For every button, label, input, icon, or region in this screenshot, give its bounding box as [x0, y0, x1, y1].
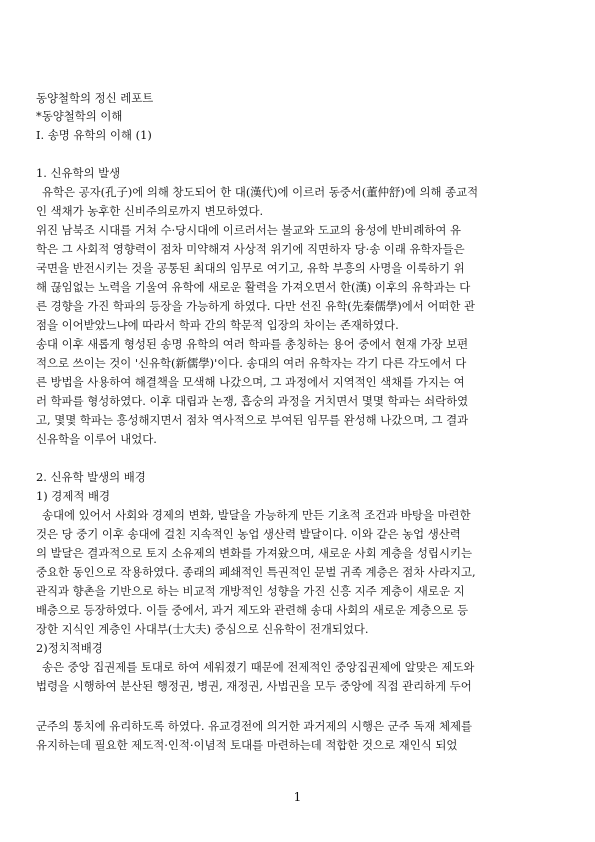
paragraph-line: 송대에 있어서 사회와 경제의 변화, 발달을 가능하게 만든 기초적 조건과 바탕을 마련한 — [42, 508, 471, 522]
document-title: *동양철학의 이해 — [36, 109, 123, 123]
paragraph-line: 장한 지식인 계층인 사대부(士大夫) 중심으로 신유학이 전개되었다. — [36, 622, 369, 636]
paragraph-line: 것은 당 중기 이후 송대에 걸친 지속적인 농업 생산력 발달이다. 이와 같은 농업 생산력 — [36, 527, 461, 541]
paragraph-line: 위진 남북조 시대를 거쳐 수·당시대에 이르러서는 불교와 도교의 융성에 반비례하여 유 — [36, 223, 461, 237]
paragraph-line: 군주의 통치에 유리하도록 하였다. 유교경전에 의거한 과거제의 시행은 군주 독재 체제를 — [36, 719, 472, 733]
subsection-heading: 1) 경제적 배경 — [36, 489, 110, 503]
page-number: 1 — [293, 790, 302, 804]
paragraph-line: 국면을 반전시키는 것을 공통된 최대의 임무로 여기고, 유학 부흥의 사명을 이룩하기 위 — [36, 261, 465, 275]
paragraph-line: 해 끊임없는 노력을 기울여 유학에 새로운 활력을 가져오면서 한(漢) 이후의 유학과는 다 — [36, 280, 471, 294]
paragraph-line: 송대 이후 새롭게 형성된 송명 유학의 여러 학파를 총칭하는 용어 중에서 현재 가장 보편 — [36, 337, 469, 351]
paragraph-line: 학은 그 사회적 영향력이 점차 미약해져 사상적 위기에 직면하자 당·송 이래 유학자들은 — [36, 242, 465, 256]
paragraph-line: 러 학파를 형성하였다. 이후 대립과 논쟁, 흡숭의 과정을 거치면서 몇몇 학파는 쇠락하였 — [36, 394, 469, 408]
paragraph-line: 송은 중앙 집권제를 토대로 하여 세워졌기 때문에 전제적인 중앙집권제에 알맞은 제도와 — [42, 660, 475, 674]
paragraph-line: 적으로 쓰이는 것이 '신유학(新儒學)'이다. 송대의 여러 유학자는 각기 다른 각도에서 다 — [36, 356, 467, 370]
paragraph-line: 신유학을 이루어 내었다. — [36, 432, 157, 446]
chapter-heading: Ⅰ. 송명 유학의 이해 (1) — [36, 128, 152, 142]
paragraph-line: 른 방법을 사용하여 해결책을 모색해 나갔으며, 그 과정에서 지역적인 색채를 가지는 여 — [36, 375, 465, 389]
subsection-heading: 2)정치적배경 — [36, 641, 103, 655]
paragraph-line: 유지하는데 필요한 제도적·인적·이념적 토대를 마련하는데 적합한 것으로 재인식 되었 — [36, 738, 458, 752]
paragraph-line: 법령을 시행하여 분산된 행정권, 병권, 재정권, 사법권을 모두 중앙에 직접 관리하게 두어 — [36, 679, 472, 693]
paragraph-line: 고, 몇몇 학파는 흥성해지면서 점차 역사적으로 부여된 임무를 완성해 나갔으며, 그 결과 — [36, 413, 469, 427]
paragraph-line: 른 경향을 가진 학파의 등장을 가능하게 하였다. 다만 선진 유학(先秦儒學)에서 어떠한 관 — [36, 299, 476, 313]
paragraph-line: 인 색채가 농후한 신비주의로까지 변모하였다. — [36, 204, 264, 218]
paragraph-line: 유학은 공자(孔子)에 의해 창도되어 한 대(漢代)에 이르러 동중서(董仲舒)에 의해 종교적 — [42, 185, 479, 199]
section-heading: 1. 신유학의 발생 — [36, 166, 121, 180]
paragraph-line: 점을 이어받았느냐에 따라서 학파 간의 학문적 입장의 차이는 존재하였다. — [36, 318, 399, 332]
paragraph-line: 관직과 향촌을 기반으로 하는 비교적 개방적인 성향을 가진 신흥 지주 계층이 새로운 지 — [36, 584, 465, 598]
paragraph-line: 중요한 동인으로 작용하였다. 종래의 폐쇄적인 특권적인 문벌 귀족 계층은 점차 사라지고, — [36, 565, 476, 579]
paragraph-line: 배층으로 등장하였다. 이들 중에서, 과거 제도와 관련해 송대 사회의 새로운 계층으로 등 — [36, 603, 469, 617]
report-label: 동양철학의 정신 레포트 — [36, 91, 154, 105]
section-heading: 2. 신유학 발생의 배경 — [36, 470, 146, 484]
paragraph-line: 의 발달은 결과적으로 토지 소유제의 변화를 가져왔으며, 새로운 사회 계층을 성립시키는 — [36, 546, 472, 560]
